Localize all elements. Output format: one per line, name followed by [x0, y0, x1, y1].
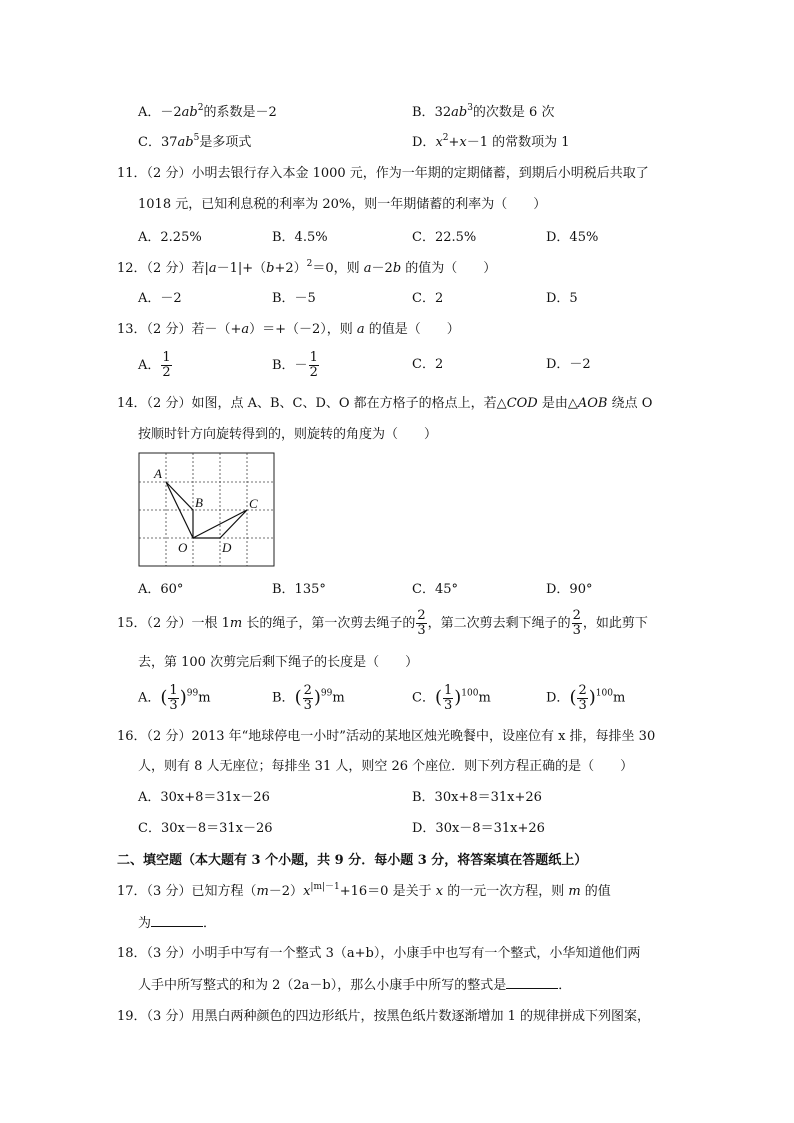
q16-option-a: A．30x+8＝31x－26 — [138, 790, 270, 805]
q16-option-d: D．30x－8＝31x+26 — [412, 821, 545, 836]
q16-option-b: B．30x+8＝31x+26 — [412, 790, 542, 805]
point-label-b: B — [195, 495, 203, 510]
q18-stem-line2: 人手中所写整式的和为 2（2a－b），那么小康手中所写的整式是 ． — [138, 978, 572, 993]
fraction: $\frac{1}{2}$ — [162, 350, 171, 380]
q14-stem-line1: 14．（2 分）如图，点 A、B、C、D、O 都在方格子的格点上，若△COD 是由△AOB 绕点 O — [117, 396, 653, 411]
answer-blank[interactable] — [151, 914, 203, 927]
q11-option-c: C．22.5% — [412, 230, 477, 245]
point-label-c: C — [249, 496, 258, 511]
q16-option-c: C．30x－8＝31x－26 — [138, 821, 273, 836]
q11-option-d: D．45% — [546, 230, 599, 245]
fraction: $\frac{1}{3}$ — [169, 682, 178, 713]
point-label-a: A — [154, 466, 162, 481]
point-label-o: O — [178, 540, 188, 555]
q13-option-b: B．－ $\frac{1}{2}$ — [272, 350, 318, 380]
q12-option-d: D．5 — [546, 291, 578, 306]
q16-stem-line1: 16．（2 分）2013 年“地球停电一小时”活动的某地区烛光晚餐中，设座位有 x 排，每排坐 30 — [117, 729, 656, 744]
q13-option-c: C．2 — [412, 357, 444, 372]
fraction: $\frac{2}{3}$ — [303, 682, 312, 713]
q17-stem-line2: 为 ． — [138, 916, 217, 931]
q13-stem: 13．（2 分）若－（+a）＝+（－2），则 a 的值是（ ） — [117, 322, 460, 337]
fraction: $\frac{2}{3}$ — [572, 608, 581, 638]
q17-stem-line1: 17．（3 分）已知方程$(m-2)x^{|m|-1}+16=0$ 是关于 x 的一元一次方程，则 m 的值 — [117, 882, 611, 899]
q15-option-d: D．( $\frac{2}{3}$ )$^{100}$m — [546, 682, 626, 713]
q15-option-a: A．( $\frac{1}{3}$ )$^{99}$m — [138, 682, 211, 713]
q13-option-a: A． $\frac{1}{2}$ — [138, 350, 171, 380]
q15-option-c: C．( $\frac{1}{3}$ )$^{100}$m — [412, 682, 491, 713]
q14-stem-line2: 按顺时针方向旋转得到的，则旋转的角度为（ ） — [138, 427, 438, 442]
section-title-fill-in: 二、填空题（本大题有 3 个小题，共 9 分．每小题 3 分，将答案填在答题纸上） — [117, 853, 588, 868]
q10-option-d: D．$x^2+x-1$ 的常数项为 1 — [412, 133, 570, 150]
fraction: $\frac{2}{3}$ — [578, 682, 587, 713]
fraction: $\frac{1}{2}$ — [309, 350, 318, 380]
q14-option-a: A．60° — [138, 582, 184, 597]
q10-option-c: C．$37ab^5$是多项式 — [138, 133, 252, 150]
q19-stem-line1: 19．（3 分）用黑白两种颜色的四边形纸片，按黑色纸片数逐渐增加 1 的规律拼成下列图案， — [117, 1009, 650, 1024]
fraction: $\frac{2}{3}$ — [417, 608, 426, 638]
q12-option-a: A．－2 — [138, 291, 182, 306]
rotation-grid-figure — [138, 452, 276, 570]
q12-stem: 12．（2 分）若$|a-1|+(b+2)^2=0$，则 a－2b 的值为（ ） — [117, 259, 497, 276]
q14-option-c: C．45° — [412, 582, 458, 597]
q15-stem-line2: 去，第 100 次剪完后剩下绳子的长度是（ ） — [138, 655, 419, 670]
q16-stem-line2: 人，则有 8 人无座位；每排坐 31 人，则空 26 个座位．则下列方程正确的是（ ） — [138, 759, 634, 774]
q11-option-a: A．2.25% — [138, 230, 202, 245]
triangles — [166, 482, 247, 538]
q14-option-d: D．90° — [546, 582, 593, 597]
q14-option-b: B．135° — [272, 582, 326, 597]
q11-option-b: B．4.5% — [272, 230, 328, 245]
q15-stem-line1: 15．（2 分）一根 1m 长的绳子，第一次剪去绳子的 $\frac{2}{3}$ ，第二次剪去剩下绳子的 $\frac{2}{3}$ ，如此剪下 — [117, 608, 648, 638]
point-label-d: D — [222, 540, 232, 555]
fraction: $\frac{1}{3}$ — [443, 682, 453, 713]
q11-stem-line1: 11．（2 分）小明去银行存入本金 1000 元，作为一年期的定期储蓄，到期后小明税后共取了 — [117, 166, 649, 181]
q10-option-b: B．$32ab^3$的次数是 6 次 — [412, 103, 555, 120]
q18-stem-line1: 18．（3 分）小明手中写有一个整式 3（a+b），小康手中也写有一个整式，小华知道他们两 — [117, 946, 641, 961]
q12-option-b: B．－5 — [272, 291, 316, 306]
q13-option-d: D．－2 — [546, 357, 591, 372]
answer-blank[interactable] — [506, 976, 558, 989]
q12-option-c: C．2 — [412, 291, 444, 306]
q11-stem-line2: 1018 元，已知利息税的利率为 20%，则一年期储蓄的利率为（ ） — [138, 197, 547, 212]
q15-option-b: B．( $\frac{2}{3}$ )$^{99}$m — [272, 682, 345, 713]
q10-option-a: A．$-2ab^2$的系数是－2 — [138, 103, 277, 120]
